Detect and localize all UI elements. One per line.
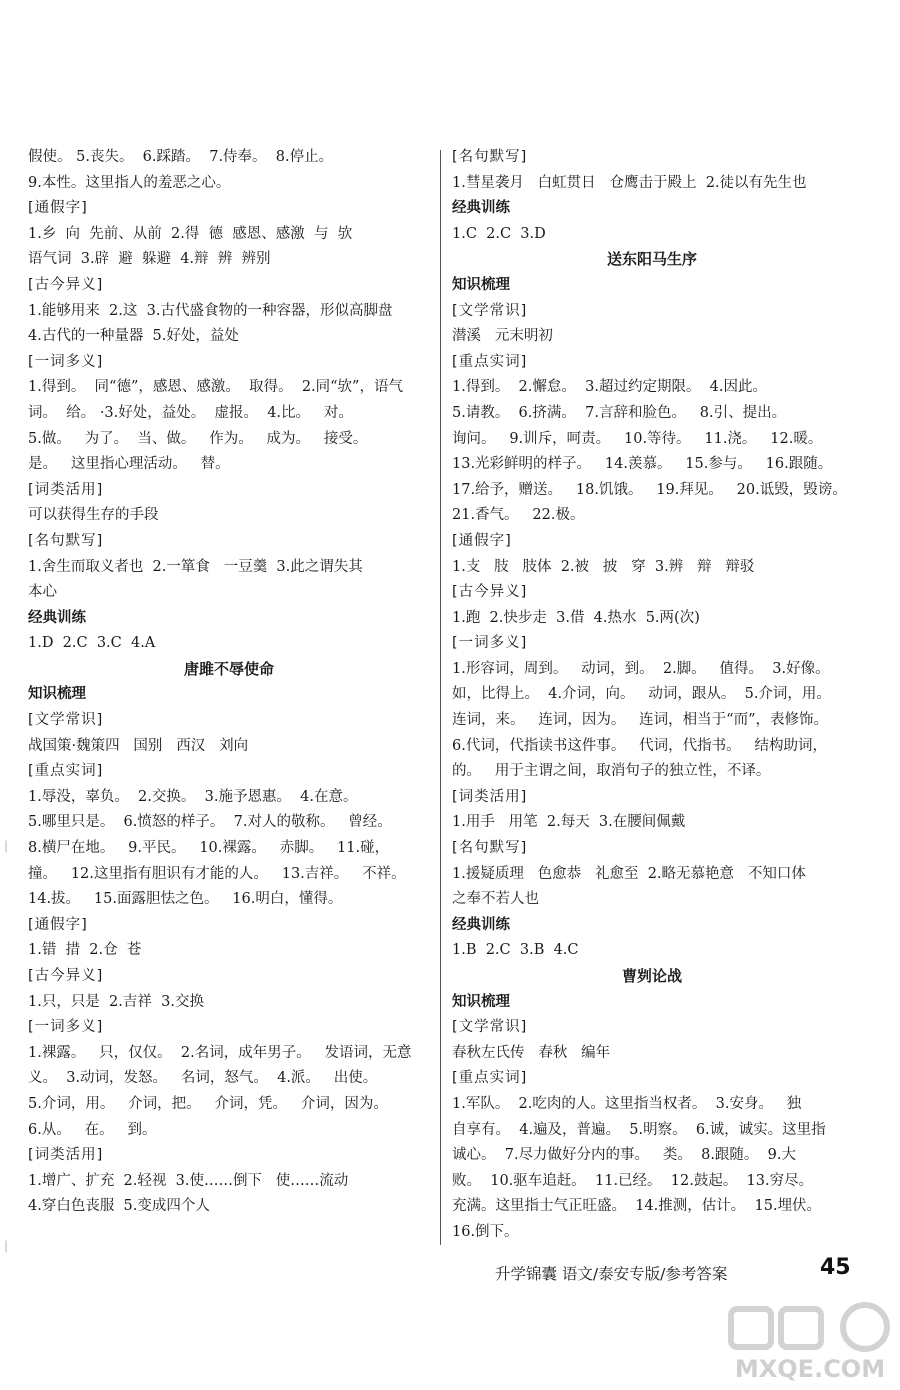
watermark-circle bbox=[843, 1305, 887, 1349]
answer-line: 1.错 措 2.仓 苍 bbox=[28, 942, 142, 959]
answer-line: 本心 bbox=[28, 584, 57, 601]
answer-line: 1.B 2.C 3.B 4.C bbox=[452, 942, 579, 959]
answer-line: 1.辱没，辜负。 2.交换。 3.施予恩惠。 4.在意。 bbox=[28, 788, 358, 805]
subsection-label: [一词多义] bbox=[452, 635, 528, 652]
answer-line: 1.能够用来 2.这 3.古代盛食物的一种容器，形似高脚盘 bbox=[28, 302, 393, 319]
answer-line: 春秋左氏传 春秋 编年 bbox=[452, 1044, 611, 1061]
answer-line: 5.介词，用。 介词，把。 介词，凭。 介词，因为。 bbox=[28, 1095, 388, 1112]
answer-line: 5.哪里只是。 6.愤怒的样子。 7.对人的敬称。 曾经。 bbox=[28, 814, 392, 831]
subsection-label: [重点实词] bbox=[28, 763, 104, 780]
answer-line: 是。 这里指心理活动。 替。 bbox=[28, 456, 230, 473]
answer-line: 6.从。 在。 到。 bbox=[28, 1121, 157, 1138]
section-heading: 知识梳理 bbox=[28, 686, 86, 703]
answer-line: 诚心。 7.尽力做好分内的事。 类。 8.跟随。 9.大 bbox=[452, 1147, 796, 1164]
answer-line: 败。 10.驱车追赶。 11.已经。 12.鼓起。 13.穷尽。 bbox=[452, 1172, 814, 1189]
answer-line: 撞。 12.这里指有胆识有才能的人。 13.吉祥。 不祥。 bbox=[28, 865, 406, 882]
answer-line: 17.给予，赠送。 18.饥饿。 19.拜见。 20.诋毁，毁谤。 bbox=[452, 481, 847, 498]
article-title: 唐雎不辱使命 bbox=[183, 659, 274, 678]
section-heading: 知识梳理 bbox=[452, 276, 510, 293]
article-title: 送东阳马生序 bbox=[606, 250, 697, 269]
column-divider bbox=[440, 150, 441, 1245]
answer-line: 之奉不若人也 bbox=[452, 891, 539, 908]
answer-line: 9.本性。这里指人的羞恶之心。 bbox=[28, 174, 231, 191]
answer-line: 4.古代的一种量器 5.好处，益处 bbox=[28, 328, 239, 345]
subsection-label: [文学常识] bbox=[28, 712, 104, 729]
answer-line: 1.军队。 2.吃肉的人。这里指当权者。 3.安身。 独 bbox=[452, 1095, 802, 1112]
answer-line: 1.只，只是 2.吉祥 3.交换 bbox=[28, 993, 204, 1010]
answer-line: 1.裸露。 只，仅仅。 2.名词，成年男子。 发语词，无意 bbox=[28, 1044, 412, 1061]
answer-line: 充满。这里指士气正旺盛。 14.推测，估计。 15.埋伏。 bbox=[452, 1198, 822, 1215]
footer-text: 升学锦囊 语文/泰安专版/参考答案 bbox=[495, 1265, 728, 1283]
watermark-block bbox=[781, 1309, 821, 1347]
subsection-label: [古今异义] bbox=[452, 584, 528, 601]
answer-line: 义。 3.动词，发怒。 名词，怒气。 4.派。 出使。 bbox=[28, 1070, 378, 1087]
edge-mark: ｜ bbox=[0, 1240, 13, 1254]
subsection-label: [文学常识] bbox=[452, 1019, 528, 1036]
subsection-label: [通假字] bbox=[28, 200, 88, 217]
right-column bbox=[452, 145, 852, 1246]
article-title: 曹刿论战 bbox=[621, 967, 682, 985]
subsection-label: [词类活用] bbox=[28, 481, 104, 498]
answer-line: 的。 用于主谓之间，取消句子的独立性，不译。 bbox=[452, 763, 771, 780]
answer-line: 21.香气。 22.极。 bbox=[452, 507, 585, 524]
answer-line: 1.彗星袭月 白虹贯日 仓鹰击于殿上 2.徒以有先生也 bbox=[452, 174, 807, 191]
page-number: 45 bbox=[820, 1255, 851, 1280]
left-column bbox=[28, 145, 430, 1220]
answer-line: 连词，来。 连词，因为。 连词，相当于“而”，表修饰。 bbox=[452, 712, 828, 729]
answer-line: 自享有。 4.遍及，普遍。 5.明察。 6.诚，诚实。这里指 bbox=[452, 1121, 826, 1138]
section-heading: 经典训练 bbox=[452, 916, 510, 933]
answer-line: 8.横尸在地。 9.平民。 10.裸露。 赤脚。 11.碰， bbox=[28, 840, 390, 857]
section-heading: 知识梳理 bbox=[452, 993, 510, 1010]
answer-line: 1.用手 用笔 2.每天 3.在腰间佩戴 bbox=[452, 814, 686, 831]
answer-line: 4.穿白色丧服 5.变成四个人 bbox=[28, 1198, 210, 1215]
subsection-label: [通假字] bbox=[28, 916, 88, 933]
subsection-label: [通假字] bbox=[452, 532, 512, 549]
subsection-label: [一词多义] bbox=[28, 353, 104, 370]
watermark-logo bbox=[725, 1295, 895, 1385]
answer-line: 1.跑 2.快步走 3.借 4.热水 5.两(次) bbox=[452, 609, 700, 626]
answer-line: 6.代词，代指读书这件事。 代词，代指书。 结构助词， bbox=[452, 737, 827, 754]
answer-line: 词。 给。 ·3.好处，益处。 虚报。 4.比。 对。 bbox=[28, 404, 353, 421]
answer-line: 1.增广、扩充 2.轻视 3.使……倒下 使……流动 bbox=[28, 1172, 349, 1189]
subsection-label: [重点实词] bbox=[452, 353, 528, 370]
answer-line: 1.得到。 2.懈怠。 3.超过约定期限。 4.因此。 bbox=[452, 379, 767, 396]
answer-line: 1.得到。 同“德”，感恩、感激。 取得。 2.同“欤”，语气 bbox=[28, 379, 403, 396]
answer-line: 战国策·魏策四 国别 西汉 刘向 bbox=[28, 737, 249, 754]
answer-line: 语气词 3.辟 避 躲避 4.辩 辨 辨别 bbox=[28, 251, 271, 268]
answer-line: 如，比得上。 4.介词，向。 动词，跟从。 5.介词，用。 bbox=[452, 686, 831, 703]
watermark-text: MXQE.COM bbox=[734, 1355, 886, 1383]
subsection-label: [词类活用] bbox=[28, 1147, 104, 1164]
subsection-label: [一词多义] bbox=[28, 1019, 104, 1036]
answer-line: 1.D 2.C 3.C 4.A bbox=[28, 635, 156, 652]
answer-line: 13.光彩鲜明的样子。 14.羡慕。 15.参与。 16.跟随。 bbox=[452, 456, 833, 473]
answer-line: 1.援疑质理 色愈恭 礼愈至 2.略无慕艳意 不知口体 bbox=[452, 865, 806, 882]
section-heading: 经典训练 bbox=[452, 200, 510, 217]
answer-line: 1.支 肢 肢体 2.被 披 穿 3.辨 辩 辩驳 bbox=[452, 558, 755, 575]
answer-line: 假使。 5.丧失。 6.踩踏。 7.侍奉。 8.停止。 bbox=[28, 149, 334, 165]
subsection-label: [古今异义] bbox=[28, 276, 104, 293]
edge-mark: ｜ bbox=[0, 840, 13, 854]
answer-line: 1.乡 向 先前、从前 2.得 德 感恩、感激 与 欤 bbox=[28, 225, 353, 242]
answer-line: 可以获得生存的手段 bbox=[28, 507, 159, 524]
answer-line: 16.倒下。 bbox=[452, 1223, 519, 1240]
watermark-block bbox=[731, 1309, 771, 1347]
answer-line: 1.C 2.C 3.D bbox=[452, 225, 546, 242]
subsection-label: [名句默写] bbox=[452, 149, 528, 165]
subsection-label: [词类活用] bbox=[452, 788, 528, 805]
answer-line: 潜溪 元末明初 bbox=[452, 328, 553, 345]
subsection-label: [古今异义] bbox=[28, 968, 104, 984]
subsection-label: [名句默写] bbox=[452, 840, 528, 857]
subsection-label: [重点实词] bbox=[452, 1070, 528, 1087]
subsection-label: [名句默写] bbox=[28, 532, 104, 549]
answer-line: 1.舍生而取义者也 2.一箪食 一豆羹 3.此之谓失其 bbox=[28, 558, 363, 575]
answer-line: 5.做。 为了。 当、做。 作为。 成为。 接受。 bbox=[28, 430, 368, 447]
subsection-label: [文学常识] bbox=[452, 302, 528, 319]
answer-line: 14.拔。 15.面露胆怯之色。 16.明白，懂得。 bbox=[28, 891, 343, 908]
answer-line: 询问。 9.训斥，呵责。 10.等待。 11.浇。 12.暖。 bbox=[452, 430, 823, 447]
answer-line: 1.形容词，周到。 动词，到。 2.脚。 值得。 3.好像。 bbox=[452, 660, 830, 677]
answer-line: 5.请教。 6.挤满。 7.言辞和脸色。 8.引、提出。 bbox=[452, 404, 787, 421]
section-heading: 经典训练 bbox=[28, 609, 86, 626]
